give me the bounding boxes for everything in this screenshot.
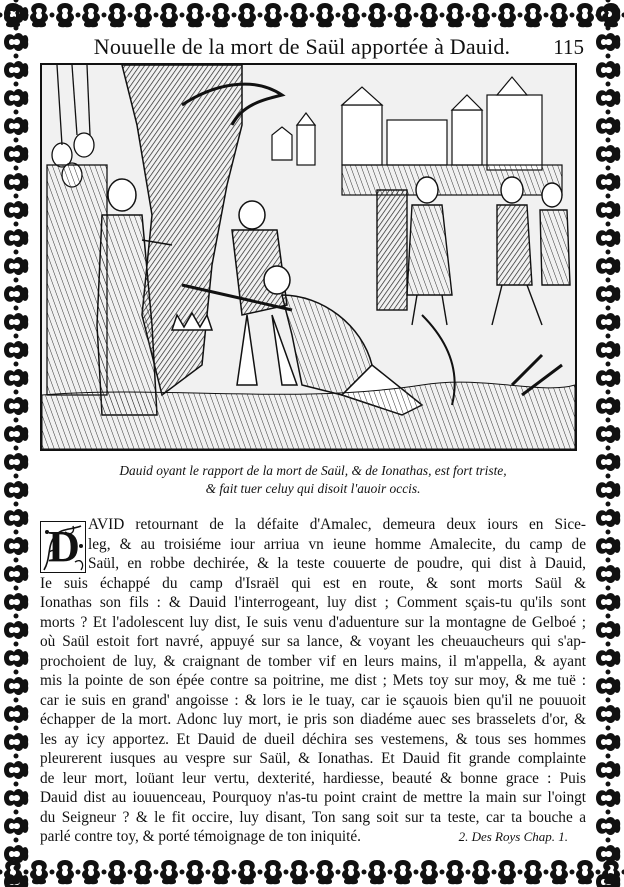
ornamental-border-right bbox=[592, 0, 624, 887]
text-line: prochoient de luy, & craignant de tomber vif en leurs mains, il m'appella, & ayant bbox=[40, 652, 586, 670]
page-header bbox=[40, 32, 586, 62]
text-line: du Seigneur ? & le fit occire, luy disant, Ton sang soit sur ta teste, car ta bouche a bbox=[40, 808, 586, 826]
ornamental-border-bottom bbox=[0, 857, 624, 887]
text-line: morts ? Et l'adolescent luy dist, Ie suis venu d'aduenture sur la montagne de Gelboé ; bbox=[40, 613, 586, 631]
text-line: Ie suis échappé du camp d'Israël qui est en route, & sont morts Saül & bbox=[40, 574, 586, 592]
ornamental-border-top bbox=[0, 0, 624, 30]
text-line-last bbox=[40, 827, 586, 847]
text-line: Dauid dist au iouuenceau, Pourquoy n'as-tu point craint de mettre la main sur l'oingt bbox=[40, 789, 586, 806]
caption-line: Dauid oyant le rapport de la mort de Saül, & de Ionathas, est fort triste, bbox=[119, 463, 507, 478]
page-title: Nouuelle de la mort de Saül apportée à Dauid. bbox=[93, 34, 511, 59]
text-line: de leur mort, loüant leur vertu, dexterité, hardiesse, beauté & bonne grace : Puis bbox=[40, 769, 586, 787]
ornamental-border-left bbox=[0, 0, 32, 887]
text-line-last-content: parlé contre toy, & porté témoignage de ton iniquité. bbox=[40, 828, 361, 845]
caption-line: & fait tuer celuy qui disoit l'auoir occis. bbox=[205, 481, 421, 496]
text-line: AVID retournant de la défaite d'Amalec, demeura deux iours en Sice- bbox=[88, 516, 586, 533]
text-line: leg, & au troisiéme iour arriua vn ieune homme Amalecite, du camp de bbox=[88, 535, 586, 553]
text-line: échapper de la mort. Adonc luy mort, ie pris son diadéme auec ses brasselets d'or, & bbox=[40, 711, 586, 728]
text-line: mis la pointe de son épée contre sa poitrine, me dist ; Mets toy sur moy, & me tuë : bbox=[40, 672, 586, 689]
scripture-reference: 2. Des Roys Chap. 1. bbox=[458, 829, 568, 844]
text-line: Ionathas son fils : & Dauid l'interrogeant, luy dist ; Comment sçais-tu qu'ils sont bbox=[40, 594, 586, 611]
text-line: car ie suis en grand' angoisse : & lors ie le tuay, car ie sçauois bien qu'il ne pouuoit bbox=[40, 691, 586, 709]
page-number: 115 bbox=[553, 35, 584, 59]
text-line: où Saül estoit fort navré, appuyé sur sa lance, & voyant les cheuaucheurs qui s'ap- bbox=[40, 633, 586, 650]
crown bbox=[172, 313, 212, 330]
text-line: Saül, en robbe dechirée, & la teste couuerte de poudre, qui dist à Dauid, bbox=[88, 555, 586, 572]
drop-cap-letter: D bbox=[48, 522, 80, 571]
body-paragraph bbox=[40, 515, 586, 847]
text-line: les ay icy apportez. Et Dauid de dueil déchira ses vestemens, & tous ses hommes bbox=[40, 730, 586, 748]
woodcut-illustration bbox=[40, 63, 577, 451]
text-line: pleurerent iusques au vespre sur Saül, & Ionathas. Et Dauid fit grande complainte bbox=[40, 750, 586, 767]
illustration-caption bbox=[40, 462, 586, 498]
